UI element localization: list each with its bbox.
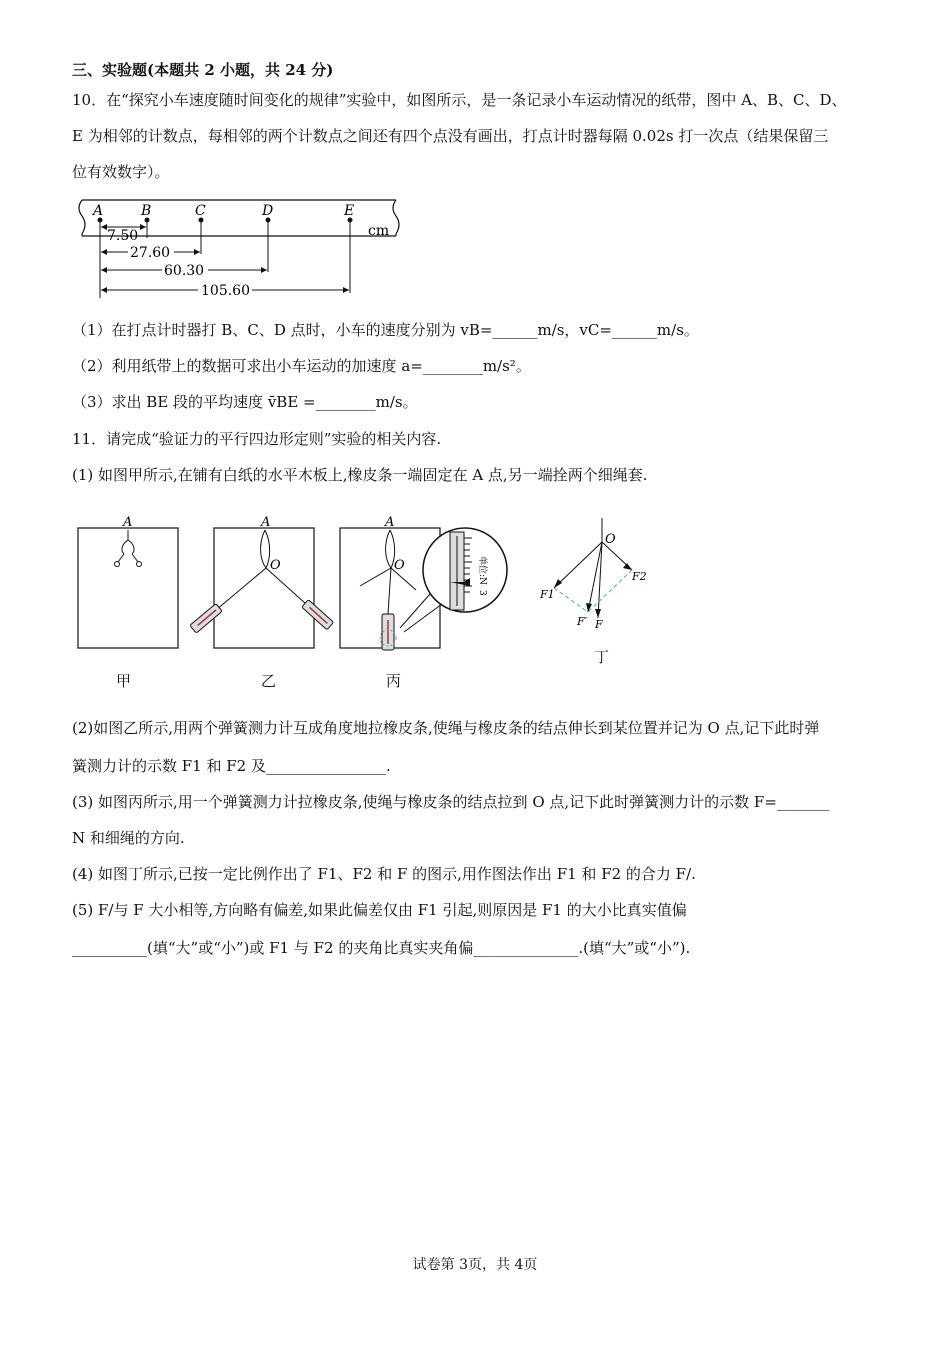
page-footer: 试卷第 3页，共 4页 [412,1257,538,1273]
svg-text:C: C [195,203,206,219]
distance-ae [101,282,349,299]
svg-text:O: O [270,558,281,573]
svg-text:O: O [605,532,616,547]
q10-sub1: （1）在打点计时器打 B、C、D 点时，小车的速度分别为 vB=______m/s，vC=______m/s。 [72,321,699,339]
svg-text:A: A [123,515,133,530]
label-f: F [595,618,603,631]
distance-ac [101,244,200,261]
tape-point-b [140,203,151,223]
scale-number: 3 [477,590,487,596]
q10-intro-line3: 位有效数字）。 [72,163,170,181]
q10-intro-line2: E 为相邻的计数点，每相邻的两个计数点之间还有四个点没有画出，打点计时器每隔 0.02s 打一次点（结果保留三 [72,127,829,145]
distance-ab [101,224,146,244]
q11-part2-line1: (2)如图乙所示,用两个弹簧测力计互成角度地拉橡皮条,使绳与橡皮条的结点伸长到某位置并记为 O 点,记下此时弹 [72,719,820,737]
panel-ding [539,518,647,631]
q11-part3-line1: (3) 如图丙所示,用一个弹簧测力计拉橡皮条,使绳与橡皮条的结点拉到 O 点,记下此时弹簧测力计的示数 F=_______ [72,793,830,811]
panel-yi [190,515,334,648]
label-f1: F1 [540,588,555,601]
panel-bing [340,515,507,650]
svg-text:O: O [394,558,405,573]
svg-text:A: A [93,203,104,219]
svg-text:7.50: 7.50 [107,228,139,244]
svg-text:60.30: 60.30 [164,263,205,279]
q11-intro: 11．请完成“验证力的平行四边形定则”实验的相关内容. [72,430,442,448]
caption-bing: 丙 [386,672,402,690]
caption-jia: 甲 [116,672,132,690]
svg-text:D: D [262,203,274,219]
q10-intro-line1: 10．在“探究小车速度随时间变化的规律”实验中，如图所示，是一条记录小车运动情况的纸带，图中 A、B、C、D、 [72,91,847,109]
tape-point-a [91,203,103,223]
q11-part2-line2: 簧测力计的示数 F1 和 F2 及________________. [72,757,391,775]
svg-text:E: E [344,203,355,219]
q11-part5-line1: (5) F/与 F 大小相等,方向略有偏差,如果此偏差仅由 F1 引起,则原因是 F1 的大小比真实值偏 [72,901,687,919]
caption-yi: 乙 [261,672,277,690]
paper-tape-figure [74,196,414,302]
scale-unit-label: 单位:N [477,556,487,585]
q11-part3-line2: N 和细绳的方向. [72,829,185,847]
tape-point-e [343,203,354,223]
label-f2: F2 [632,570,647,583]
q11-part4: (4) 如图丁所示,已按一定比例作出了 F1、F2 和 F 的图示,用作图法作出 F1 和 F2 的合力 F/. [72,865,696,883]
q11-part5-line2: __________(填“大”或“小”)或 F1 与 F2 的夹角比真实夹角偏______________.(填“大”或“小”). [72,939,691,957]
q10-sub3: （3）求出 BE 段的平均速度 v̄BE =________m/s。 [72,393,418,411]
tape-point-d [261,203,273,223]
q10-sub2: （2）利用纸带上的数据可求出小车运动的加速度 a=________m/s²。 [72,357,531,375]
tape-point-c [195,203,206,223]
section-heading: 三、实验题(本题共 2 小题，共 24 分) [72,61,334,79]
svg-text:A: A [261,515,271,530]
panel-jia [78,515,178,648]
caption-ding: 丁 [594,648,610,666]
force-experiment-figure [70,508,670,658]
distance-ad [101,262,267,279]
svg-text:A: A [385,515,395,530]
q11-part1: (1) 如图甲所示,在铺有白纸的水平木板上,橡皮条一端固定在 A 点,另一端拴两个细绳套. [72,466,648,484]
svg-text:B: B [141,203,152,219]
tape-unit: cm [368,223,390,239]
svg-text:27.60: 27.60 [130,245,171,261]
svg-text:105.60: 105.60 [201,283,250,299]
label-f-prime: F′ [577,615,588,628]
